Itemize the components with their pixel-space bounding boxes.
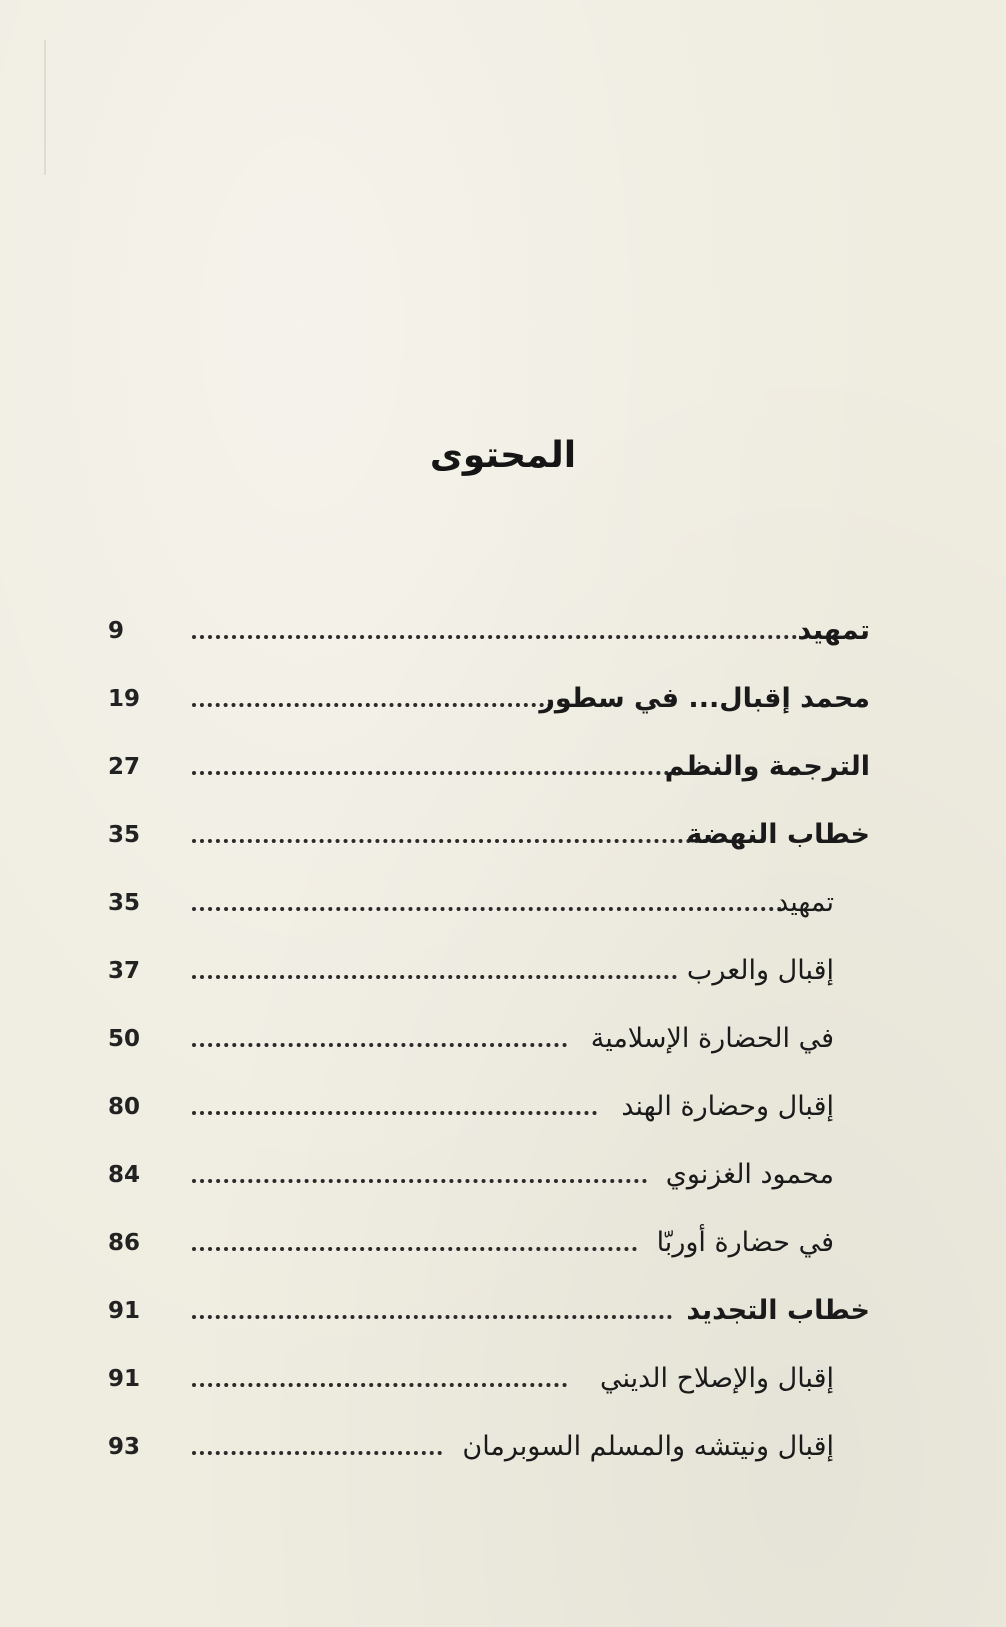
toc-page-number: 9 [108,618,125,644]
toc-entry [0,1359,1006,1399]
toc-page-number: 27 [108,754,141,780]
toc-entry [0,1019,1006,1059]
toc-entry [0,883,1006,923]
toc-entry-label: في الحضارة الإسلامية [590,1023,834,1054]
leader-dots [192,975,677,979]
page-title: المحتوى [429,435,577,476]
toc-page-number: 86 [108,1230,141,1256]
leader-dots [192,771,677,775]
toc-entry [0,611,1006,651]
toc-page-number: 93 [108,1434,141,1460]
toc-entry-label: إقبال والإصلاح الديني [599,1363,834,1394]
toc-entry-label: خطاب النهضة [686,819,870,850]
leader-dots [192,1383,567,1387]
toc-entry [0,1155,1006,1195]
toc-entry [0,1223,1006,1263]
toc-entry-label: تمهيد [776,887,834,918]
toc-page-number: 91 [108,1366,141,1392]
leader-dots [192,1111,597,1115]
leader-dots [192,907,782,911]
toc-entry-label: تمهيد [797,615,870,646]
toc-entry [0,747,1006,787]
toc-entry-label: خطاب التجديد [686,1295,870,1326]
toc-page-number: 19 [108,686,141,712]
toc-entry-label: محمود الغزنوي [665,1159,834,1190]
toc-entry [0,1427,1006,1467]
toc-page-number: 35 [108,822,141,848]
leader-dots [192,1179,647,1183]
toc-page-number: 37 [108,958,141,984]
toc-entry [0,1291,1006,1331]
leader-dots [192,1043,567,1047]
leader-dots [192,1451,442,1455]
leader-dots [192,703,552,707]
leader-dots [192,1247,637,1251]
toc-page-number: 50 [108,1026,141,1052]
toc-entry [0,679,1006,719]
toc-entry [0,1087,1006,1127]
leader-dots [192,1315,672,1319]
toc-entry-label: في حضارة أوربّا [656,1227,834,1258]
toc-page-number: 35 [108,890,141,916]
toc-page-number: 91 [108,1298,141,1324]
toc-entry-label: إقبال والعرب [686,955,834,986]
toc-entry-label: محمد إقبال... في سطور [539,683,870,714]
toc-entry [0,815,1006,855]
leader-dots [192,839,707,843]
leader-dots [192,635,797,639]
toc-entry-label: إقبال وحضارة الهند [621,1091,834,1122]
toc-page-number: 84 [108,1162,141,1188]
toc-entry [0,951,1006,991]
toc-page-number: 80 [108,1094,141,1120]
toc-entry-label: إقبال ونيتشه والمسلم السوبرمان [462,1431,834,1462]
toc-entry-label: الترجمة والنظم [664,751,870,782]
